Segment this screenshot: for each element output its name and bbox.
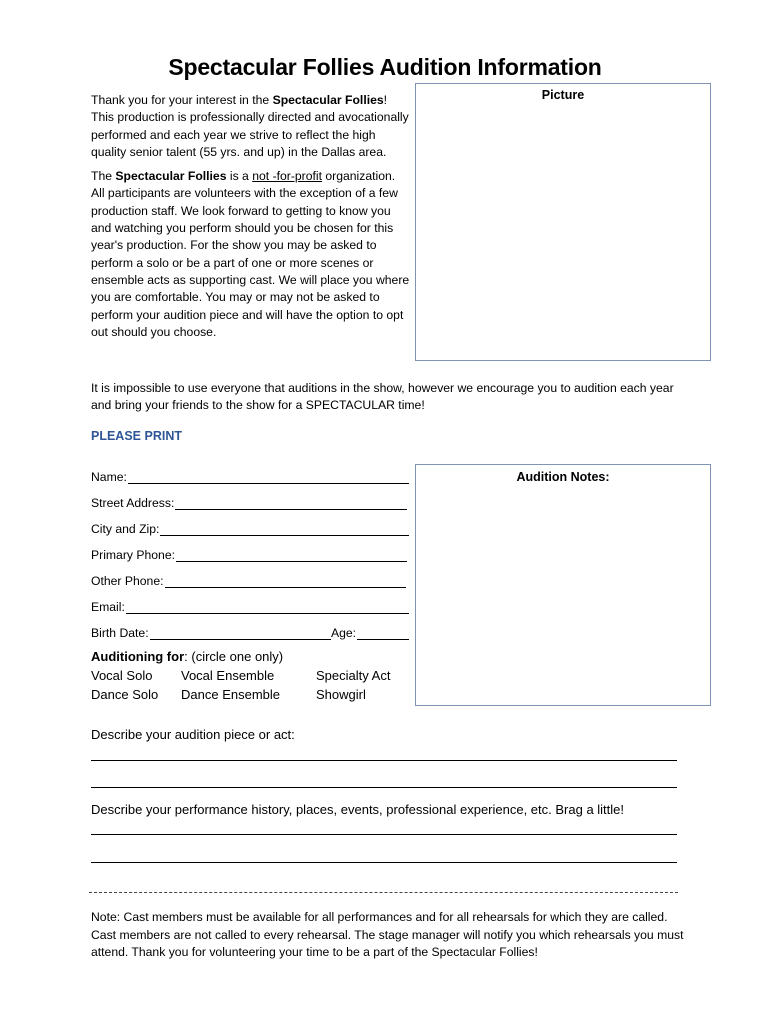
- street-address-line[interactable]: [175, 496, 407, 510]
- primary-phone-line[interactable]: [176, 548, 407, 562]
- email-line[interactable]: [126, 600, 409, 614]
- age-label: Age:: [331, 626, 357, 640]
- name-line[interactable]: [128, 470, 409, 484]
- birth-date-field[interactable]: [91, 622, 331, 640]
- page-title: Spectacular Follies Audition Information: [168, 54, 602, 80]
- describe-piece-label: Describe your audition piece or act:: [91, 727, 295, 742]
- encouragement-text: It is impossible to use everyone that auditions in the show, however we encourage you to audition each year and bring your friends to the show for a SPECTACULAR time!: [91, 381, 674, 413]
- auditioning-for-heading: Auditioning for: (circle one only): [91, 649, 284, 664]
- describe-history-line-3[interactable]: [89, 892, 678, 893]
- other-phone-field[interactable]: [91, 570, 406, 588]
- name-field[interactable]: [91, 466, 409, 484]
- option-showgirl[interactable]: Showgirl: [316, 687, 366, 702]
- option-dance-ensemble[interactable]: Dance Ensemble: [181, 687, 280, 702]
- option-dance-solo[interactable]: Dance Solo: [91, 687, 159, 702]
- city-zip-field[interactable]: [91, 518, 409, 536]
- audition-notes-box[interactable]: [415, 464, 711, 706]
- describe-history-line-2[interactable]: [91, 862, 677, 863]
- birth-date-line[interactable]: [150, 626, 331, 640]
- cast-note: Note: Cast members must be available for all performances and for all rehearsals for which they are called. Cast members are not called to every rehearsal. The stage manager will notify you which rehearsals you must attend. Thank you for volunteering your time to be a part of the Spectacular Follies!: [91, 910, 684, 959]
- option-vocal-solo[interactable]: Vocal Solo: [91, 668, 153, 683]
- intro-text: [91, 92, 411, 348]
- age-line[interactable]: [357, 626, 409, 640]
- other-phone-label: Other Phone:: [91, 574, 164, 588]
- age-field[interactable]: [331, 622, 409, 640]
- birth-date-label: Birth Date:: [91, 626, 149, 640]
- intro-paragraph-2: The Spectacular Follies is a not -for-profit organization. All participants are volunteers with the exception of a few production staff. We look forward to getting to know you and watching you perform should you be chosen for this year's production. For the show you may be asked to perform a solo or be a part of one or more scenes or ensemble acts as supporting cast. We will place you where you are comfortable. You may or may not be asked to perform your audition piece and will have the option to opt out should you choose.: [91, 169, 410, 339]
- option-vocal-ensemble[interactable]: Vocal Ensemble: [181, 668, 275, 683]
- describe-history-label: Describe your performance history, places, events, professional experience, etc. Brag a little!: [91, 802, 625, 817]
- street-address-label: Street Address:: [91, 496, 175, 510]
- picture-label: Picture: [541, 88, 585, 102]
- picture-box[interactable]: [415, 83, 711, 361]
- email-field[interactable]: [91, 596, 409, 614]
- email-label: Email:: [91, 600, 125, 614]
- describe-piece-line-1[interactable]: [91, 760, 677, 761]
- city-zip-line[interactable]: [160, 522, 409, 536]
- intro-paragraph-1: Thank you for your interest in the Spectacular Follies! This production is professionally directed and avocationally performed and each year we strive to reflect the high quality senior talent (55 yrs. and up) in the Dallas area.: [91, 93, 409, 159]
- other-phone-line[interactable]: [165, 574, 407, 588]
- street-address-field[interactable]: [91, 492, 407, 510]
- primary-phone-label: Primary Phone:: [91, 548, 175, 562]
- audition-notes-label: Audition Notes:: [516, 470, 610, 484]
- city-zip-label: City and Zip:: [91, 522, 160, 536]
- primary-phone-field[interactable]: [91, 544, 407, 562]
- describe-piece-line-2[interactable]: [91, 787, 677, 788]
- name-label: Name:: [91, 470, 127, 484]
- describe-history-line-1[interactable]: [91, 834, 677, 835]
- please-print-heading: PLEASE PRINT: [91, 429, 182, 443]
- option-specialty-act[interactable]: Specialty Act: [316, 668, 391, 683]
